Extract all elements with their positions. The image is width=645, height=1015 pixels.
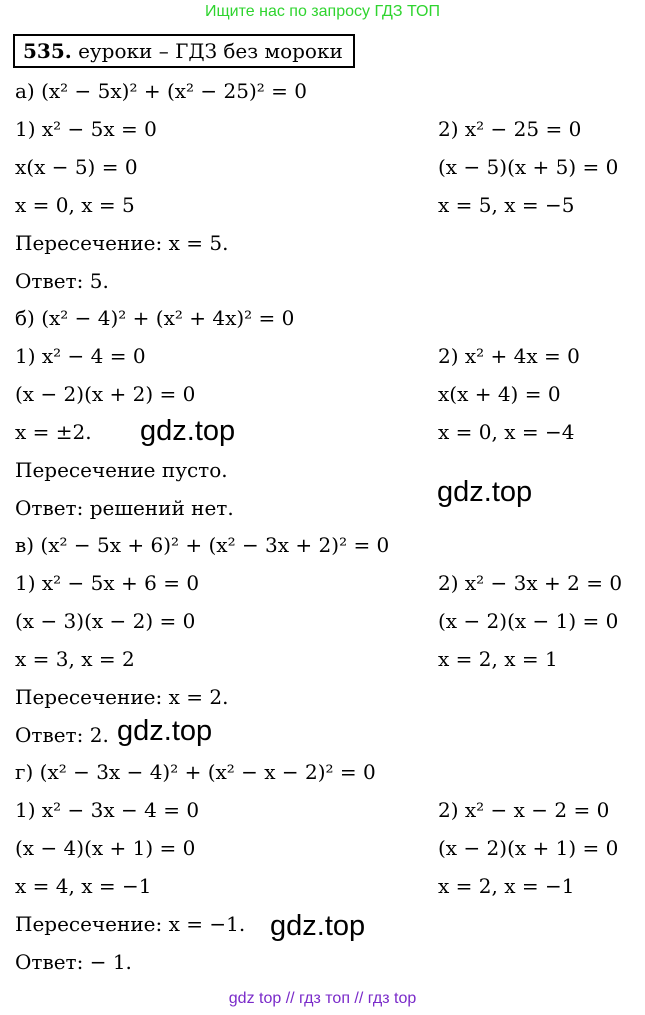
part-a-left-line: 1) x² − 5x = 0 [15,117,157,141]
part-a-right-line: x = 5, x = −5 [438,193,575,217]
part-c-right-line: (x − 2)(x − 1) = 0 [438,609,619,633]
top-banner: Ищите нас по запросу ГДЗ ТОП [205,3,440,20]
part-a-intersection: Пересечение: x = 5. [15,231,229,255]
part-b-intersection: Пересечение пусто. [15,458,228,482]
part-a-left-line: x = 0, x = 5 [15,193,135,217]
watermark: gdz.top [117,715,213,747]
problem-number: 535. [23,39,72,63]
part-b-equation: б) (x² − 4)² + (x² + 4x)² = 0 [15,306,295,330]
part-d-right-line: (x − 2)(x + 1) = 0 [438,836,619,860]
part-d-intersection: Пересечение: x = −1. [15,912,246,936]
part-a-right-line: 2) x² − 25 = 0 [438,117,582,141]
bottom-banner: gdz top // гдз топ // гдз top [228,990,417,1007]
part-c-equation: в) (x² − 5x + 6)² + (x² − 3x + 2)² = 0 [15,533,390,557]
part-b-answer: Ответ: решений нет. [15,496,234,520]
part-c-right-line: 2) x² − 3x + 2 = 0 [438,571,623,595]
part-d-left-line: x = 4, x = −1 [15,874,152,898]
part-b-left-line: x = ±2. [15,420,92,444]
part-d-right-line: 2) x² − x − 2 = 0 [438,798,610,822]
part-b-right-line: x = 0, x = −4 [438,420,575,444]
problem-header [13,34,355,68]
watermark: gdz.top [270,910,366,942]
part-a-equation: а) (x² − 5x)² + (x² − 25)² = 0 [15,79,307,103]
part-d-answer: Ответ: − 1. [15,950,132,974]
watermark: gdz.top [437,476,533,508]
part-b-right-line: x(x + 4) = 0 [438,382,561,406]
part-c-left-line: x = 3, x = 2 [15,647,135,671]
part-a-right-line: (x − 5)(x + 5) = 0 [438,155,619,179]
part-c-left-line: 1) x² − 5x + 6 = 0 [15,571,200,595]
part-c-intersection: Пересечение: x = 2. [15,685,229,709]
part-b-right-line: 2) x² + 4x = 0 [438,344,580,368]
part-d-left-line: 1) x² − 3x − 4 = 0 [15,798,200,822]
part-c-left-line: (x − 3)(x − 2) = 0 [15,609,196,633]
watermark: gdz.top [140,415,236,447]
part-a-answer: Ответ: 5. [15,269,109,293]
problem-title: еуроки – ГДЗ без мороки [78,39,343,63]
part-d-right-line: x = 2, x = −1 [438,874,575,898]
part-b-left-line: (x − 2)(x + 2) = 0 [15,382,196,406]
part-a-left-line: x(x − 5) = 0 [15,155,138,179]
part-d-equation: г) (x² − 3x − 4)² + (x² − x − 2)² = 0 [15,760,376,784]
part-c-right-line: x = 2, x = 1 [438,647,558,671]
part-c-answer: Ответ: 2. [15,723,109,747]
part-d-left-line: (x − 4)(x + 1) = 0 [15,836,196,860]
part-b-left-line: 1) x² − 4 = 0 [15,344,146,368]
